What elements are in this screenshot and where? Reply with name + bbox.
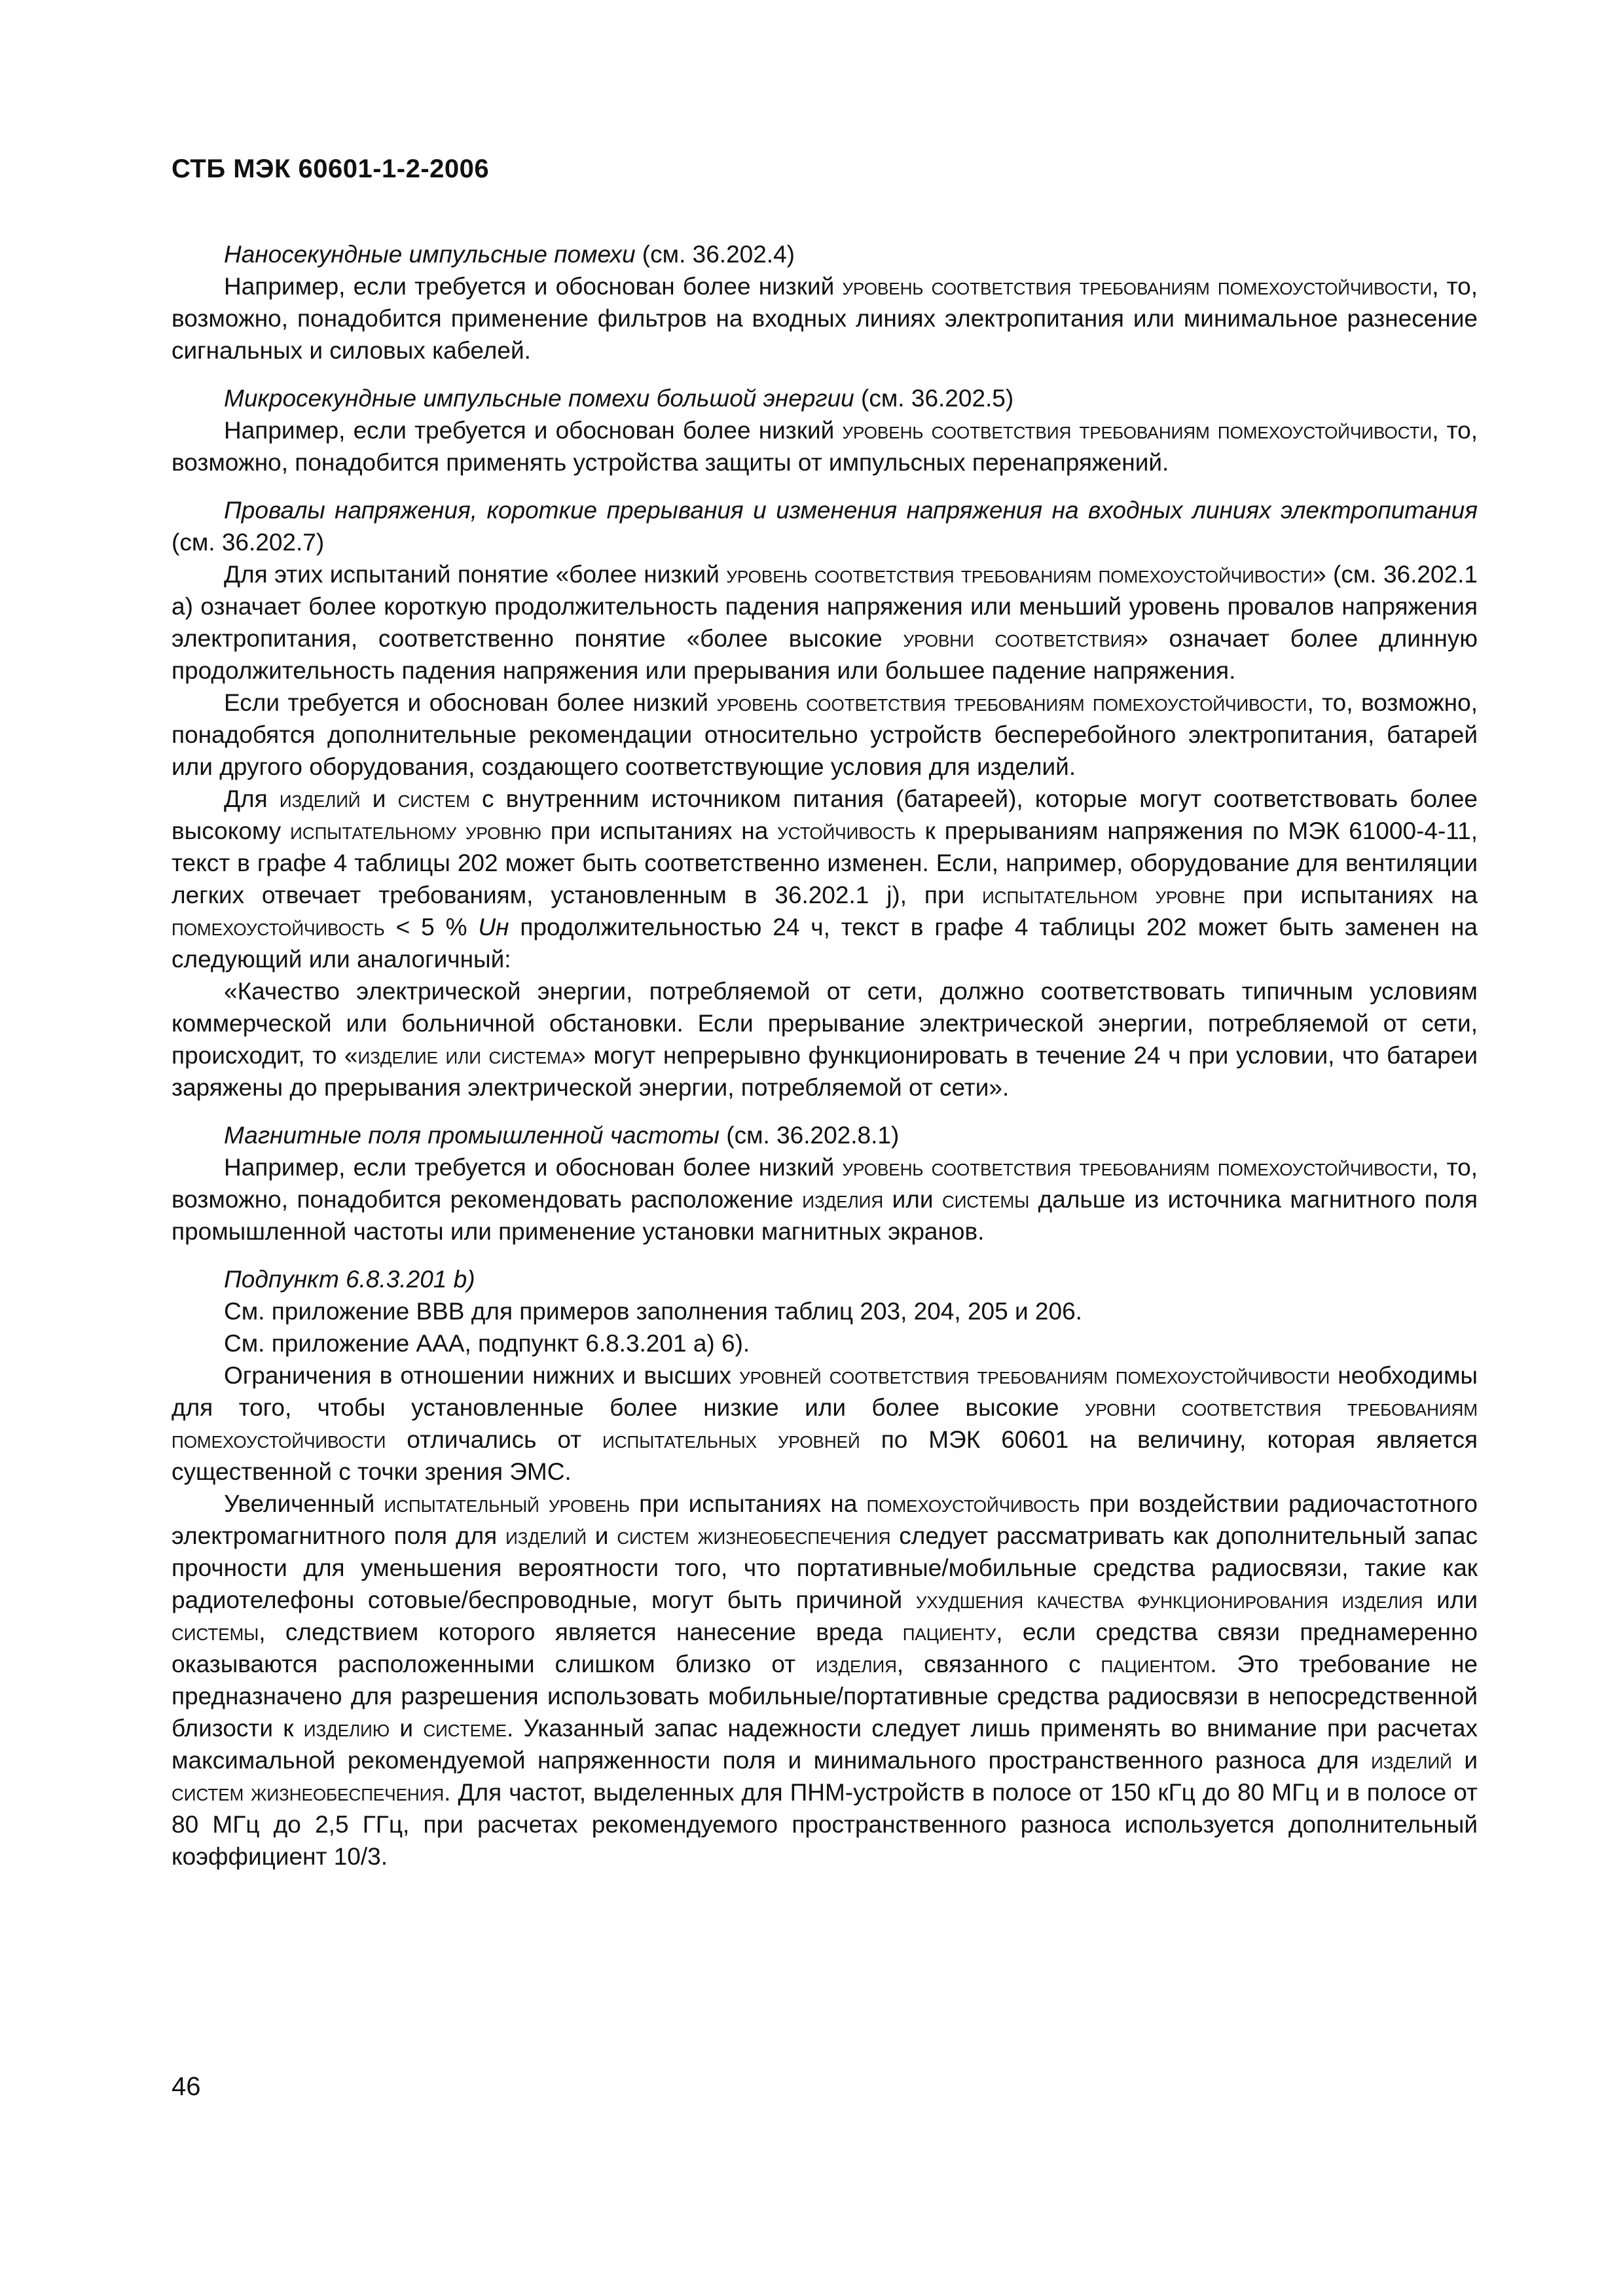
text-run: Например, если требуется и обоснован более низкий <box>224 1154 843 1181</box>
text-run: » означает более длинную продолжительность падения напряжения или прерывания или большее падение напряжения. <box>172 625 1478 684</box>
page-number: 46 <box>172 2072 201 2101</box>
text-run: продолжительностью 24 ч, текст в графе 4 таблицы 202 может быть заменен на следующий или аналогичный: <box>172 914 1478 973</box>
defined-term: уровень соответствия требованиям помехоустойчивости <box>842 1154 1432 1181</box>
section-title: Провалы напряжения, короткие прерывания и изменения напряжения на входных линиях электропитания <box>224 497 1478 524</box>
paragraph <box>172 270 1478 367</box>
defined-term: уровень соответствия требованиям помехоустойчивости <box>726 561 1313 588</box>
paragraph <box>172 1488 1478 1873</box>
defined-term: испытательных уровней <box>602 1426 860 1453</box>
section-reference: (см. 36.202.7) <box>172 529 325 556</box>
text-run: при испытаниях на <box>1225 882 1478 908</box>
defined-term: системы <box>172 1619 259 1645</box>
text-run: , то, возможно, понадобятся дополнительные рекомендации относительно устройств бесперебойного электропитания, батарей или другого оборудования, создающего соответствующие условия для изделий. <box>172 689 1478 780</box>
text-run: Увеличенный <box>224 1490 384 1517</box>
defined-term: изделию <box>303 1715 390 1742</box>
defined-term: систем жизнеобеспечения <box>172 1779 445 1806</box>
text-run: с внутренним источником питания (батареей), которые могут соответствовать более высокому <box>172 785 1478 844</box>
text-run: , если средства связи преднамеренно оказываются расположенными слишком близко от <box>172 1619 1478 1677</box>
text-run: Для этих испытаний понятие «более низкий <box>224 561 727 588</box>
text-run: и <box>360 785 398 812</box>
text-run: » могут непрерывно функционировать в течение 24 ч при условии, что батареи заряжены до прерывания электрической энергии, потребляемой от сети». <box>172 1042 1478 1101</box>
section-heading-microsecond <box>172 382 1478 414</box>
section-heading-nanosecond <box>172 238 1478 270</box>
paragraph: См. приложение ВВВ для примеров заполнения таблиц 203, 204, 205 и 206. <box>224 1298 1082 1325</box>
defined-term: испытательному уровню <box>290 817 541 844</box>
defined-term: помехоустойчивость <box>172 914 385 941</box>
defined-term: пациентом <box>1101 1651 1211 1677</box>
text-run: Ограничения в отношении нижних и высших <box>224 1362 740 1389</box>
paragraph <box>172 414 1478 478</box>
defined-term: изделия <box>802 1186 884 1213</box>
defined-term: испытательном уровне <box>982 882 1226 908</box>
defined-term: ухудшения качества функционирования изделия <box>915 1587 1423 1613</box>
defined-term: уровней соответствия требованиям помехоустойчивости <box>739 1362 1330 1389</box>
defined-term: помехоустойчивость <box>866 1490 1080 1517</box>
text-run: . Это требование не предназначено для разрешения использовать мобильные/портативные средства радиосвязи в непосредственной близости к <box>172 1651 1478 1742</box>
paragraph <box>172 1359 1478 1488</box>
text-run: к прерываниям напряжения по МЭК 61000-4-11, текст в графе 4 таблицы 202 может быть соответственно изменен. Если, например, оборудование для вентиляции легких отвечает требованиям, установленным в 36.202.1 j), при <box>172 817 1478 908</box>
defined-term: устойчивость <box>777 817 916 844</box>
defined-term: уровень соответствия требованиям помехоустойчивости <box>842 273 1432 300</box>
section-title: Микросекундные импульсные помехи большой энергии <box>224 385 854 412</box>
paragraph <box>172 558 1478 687</box>
text-run: отличались от <box>386 1426 603 1453</box>
section-reference: (см. 36.202.5) <box>854 385 1014 412</box>
paragraph: См. приложение ААА, подпункт 6.8.3.201 а) 6). <box>224 1330 750 1357</box>
paragraph <box>172 783 1478 975</box>
quoted-paragraph <box>172 975 1478 1103</box>
text-run: Например, если требуется и обоснован более низкий <box>224 417 843 444</box>
defined-term: уровень соответствия требованиям помехоустойчивости <box>842 417 1432 444</box>
defined-term: изделий <box>505 1522 587 1549</box>
paragraph <box>172 1151 1478 1247</box>
paragraph <box>172 687 1478 783</box>
defined-term: пациенту <box>902 1619 996 1645</box>
section-title: Магнитные поля промышленной частоты <box>224 1122 720 1149</box>
text-run: или <box>883 1186 942 1213</box>
text-run: , то, возможно, понадобится применение фильтров на входных линиях электропитания или минимальное разнесение сигнальных и силовых кабелей. <box>172 273 1478 364</box>
defined-term: систем <box>397 785 470 812</box>
defined-term: уровни соответствия требованиям помехоустойчивости <box>172 1394 1478 1453</box>
defined-term: системы <box>941 1186 1030 1213</box>
text-run: при воздействии радиочастотного электромагнитного поля для <box>172 1490 1478 1549</box>
text-run: < 5 % <box>384 914 479 941</box>
text-run: Например, если требуется и обоснован более низкий <box>224 273 843 300</box>
defined-term: уровни соответствия <box>903 625 1135 652</box>
defined-term: уровень соответствия требованиям помехоустойчивости <box>716 689 1307 716</box>
text-run: при испытаниях на <box>630 1490 867 1517</box>
text-run: , связанного с <box>896 1651 1101 1677</box>
text-run: следует рассматривать как дополнительный запас прочности для уменьшения вероятности того, что портативные/мобильные средства радиосвязи, такие как радиотелефоны сотовые/беспроводные, могут быть причиной <box>172 1522 1478 1613</box>
defined-term: системе <box>423 1715 507 1742</box>
text-run: необходимы для того, чтобы установленные более низкие или более высокие <box>172 1362 1478 1421</box>
text-run: при испытаниях на <box>541 817 778 844</box>
text-run: Если требуется и обоснован более низкий <box>224 689 717 716</box>
text-run: , то, возможно, понадобится применять устройства защиты от импульсных перенапряжений. <box>172 417 1478 476</box>
text-run: «Качество электрической энергии, потребляемой от сети, должно соответствовать типичным условиям коммерческой или больничной обстановки. Если прерывание электрической энергии, потребляемой от сети, происходит, то « <box>172 978 1478 1069</box>
defined-term: изделий <box>279 785 361 812</box>
text-run: или <box>1423 1587 1478 1613</box>
text-run: и <box>586 1522 617 1549</box>
defined-term: изделий <box>1371 1747 1452 1774</box>
section-heading-magnetic-fields <box>172 1119 1478 1151</box>
defined-term: систем жизнеобеспечения <box>617 1522 891 1549</box>
page-content <box>172 223 1478 1873</box>
text-run: , то, возможно, понадобится рекомендовать расположение <box>172 1154 1478 1213</box>
text-run: дальше из источника магнитного поля промышленной частоты или применение установки магнитных экранов. <box>172 1186 1478 1245</box>
text-run: и <box>390 1715 424 1742</box>
symbol-un: Uн <box>478 914 509 941</box>
defined-term: изделие или система <box>357 1042 573 1069</box>
text-run: и <box>1451 1747 1478 1774</box>
defined-term: испытательный уровень <box>384 1490 630 1517</box>
section-heading-voltage-dips <box>172 494 1478 558</box>
section-reference: (см. 36.202.4) <box>635 241 795 268</box>
defined-term: изделия <box>816 1651 897 1677</box>
section-reference: (см. 36.202.8.1) <box>719 1122 900 1149</box>
text-run: » (см. 36.202.1 а) означает более короткую продолжительность падения напряжения или меньший уровень провалов напряжения электропитания, соответственно понятие «более высокие <box>172 561 1478 652</box>
section-heading-subclause: Подпункт 6.8.3.201 b) <box>224 1266 475 1293</box>
text-run: Для <box>224 785 280 812</box>
document-header: СТБ МЭК 60601-1-2-2006 <box>172 154 490 183</box>
text-run: . Указанный запас надежности следует лишь применять во внимание при расчетах максимальной рекомендуемой напряженности поля и минимального пространственного разноса для <box>172 1715 1478 1774</box>
text-run: . Для частот, выделенных для ПНМ-устройств в полосе от 150 кГц до 80 МГц и в полосе от 80 МГц до 2,5 ГГц, при расчетах рекомендуемого пространственного разноса используется дополнительный коэффициент 10/3. <box>172 1779 1478 1870</box>
section-title: Наносекундные импульсные помехи <box>224 241 636 268</box>
text-run: по МЭК 60601 на величину, которая является существенной с точки зрения ЭМС. <box>172 1426 1478 1485</box>
text-run: , следствием которого является нанесение вреда <box>259 1619 903 1645</box>
